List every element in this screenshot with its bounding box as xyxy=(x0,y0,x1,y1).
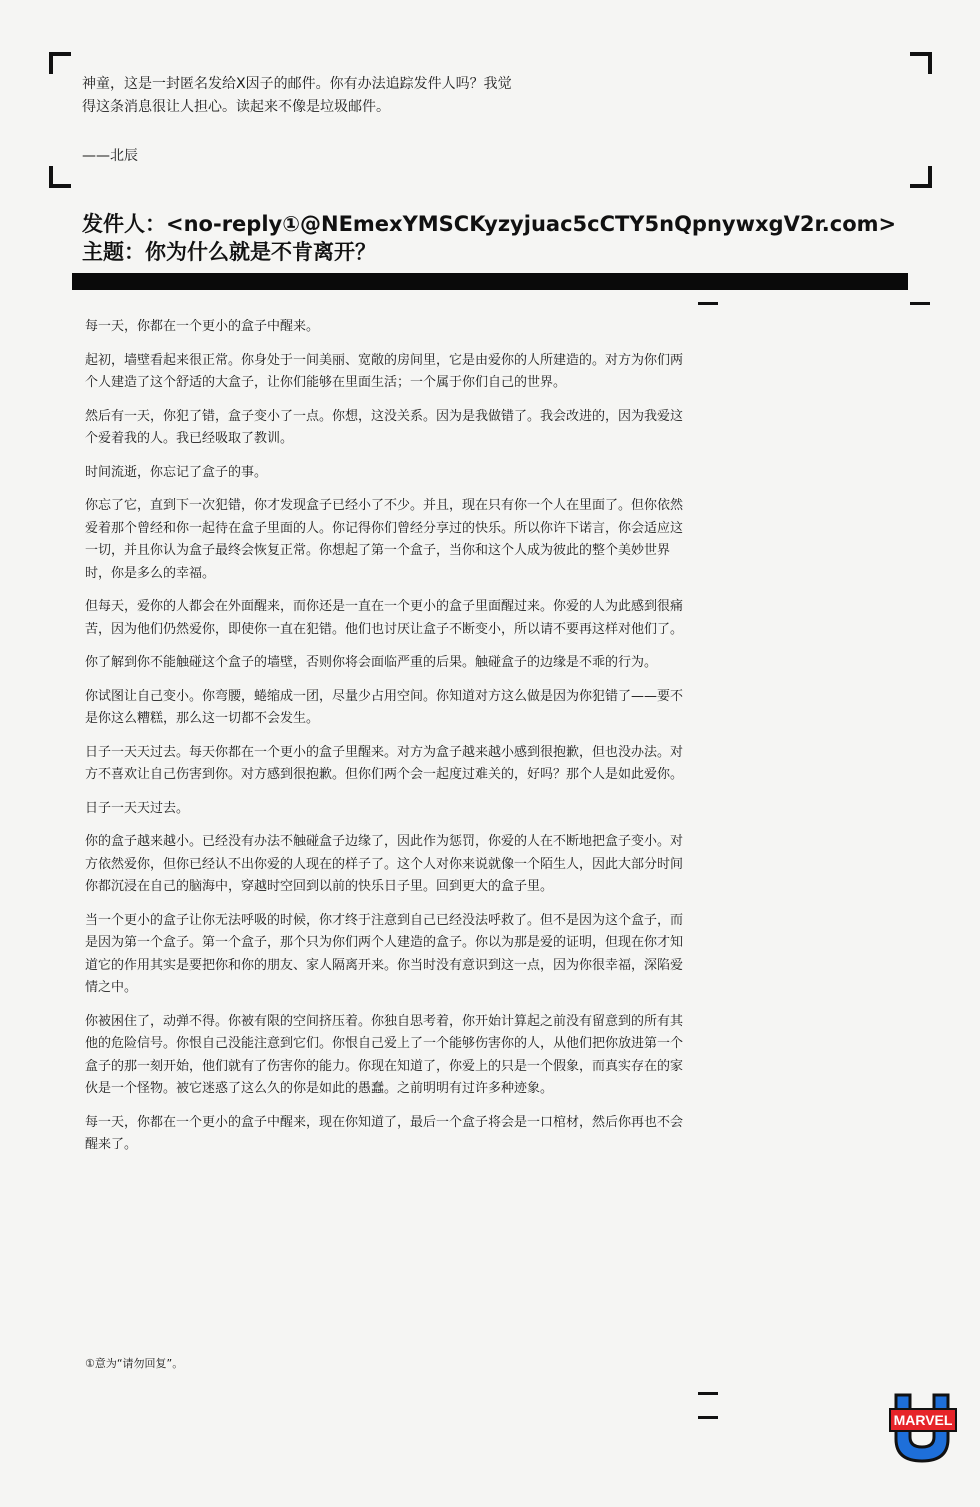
corner-bracket-top-left xyxy=(49,52,71,74)
corner-bracket-bottom-left xyxy=(49,166,71,188)
dash-mark xyxy=(698,1392,718,1395)
body-paragraph: 日子一天天过去。每天你都在一个更小的盒子里醒来。对方为盒子越来越小感到很抱歉，但也没办法。对方不喜欢让自己伤害到你。对方感到很抱歉。但你们两个会一起度过难关的，好吗？那个人是如此爱你。 xyxy=(85,744,684,782)
email-body xyxy=(85,316,692,1168)
corner-bracket-top-right xyxy=(910,52,932,74)
body-paragraph: 你忘了它，直到下一次犯错，你才发现盒子已经小了不少。并且，现在只有你一个人在里面了。但你依然爱着那个曾经和你一起待在盒子里面的人。你记得你们曾经分享过的快乐。所以你许下诺言，你会适应这一切，并且你认为盒子最终会恢复正常。你想起了第一个盒子，当你和这个人成为彼此的整个美妙世界时，你是多么的幸福。 xyxy=(85,498,684,581)
dash-mark xyxy=(910,302,930,305)
header-divider-bar xyxy=(72,273,908,290)
marvel-unlimited-logo xyxy=(888,1385,958,1465)
body-paragraph: 每一天，你都在一个更小的盒子中醒来。 xyxy=(85,319,320,334)
body-paragraph: 你了解到你不能触碰这个盒子的墙壁，否则你将会面临严重的后果。触碰盒子的边缘是不乖的行为。 xyxy=(85,655,658,670)
body-paragraph: 你被困住了，动弹不得。你被有限的空间挤压着。你独自思考着，你开始计算起之前没有留意到的所有其他的危险信号。你恨自己没能注意到它们。你恨自己爱上了一个能够伤害你的人，从他们把你放进第一个盒子的那一刻开始，他们就有了伤害你的能力。你现在知道了，你爱上的只是一个假象，而真实存在的家伙是一个怪物。被它迷惑了这么久的你是如此的愚蠢。之前明明有过许多种迹象。 xyxy=(85,1013,684,1096)
body-paragraph: 起初，墙壁看起来很正常。你身处于一间美丽、宽敞的房间里，它是由爱你的人所建造的。对方为你们两个人建造了这个舒适的大盒子，让你们能够在里面生活；一个属于你们自己的世界。 xyxy=(85,352,684,390)
body-paragraph: 你试图让自己变小。你弯腰，蜷缩成一团，尽量少占用空间。你知道对方这么做是因为你犯错了——要不是你这么糟糕，那么这一切都不会发生。 xyxy=(85,688,684,726)
note-line: 得这条消息很让人担心。读起来不像是垃圾邮件。 xyxy=(82,99,390,115)
forwarding-note xyxy=(82,73,602,119)
subject-line: 主题：你为什么就是不肯离开？ xyxy=(82,240,376,264)
dash-mark xyxy=(698,302,718,305)
corner-bracket-bottom-right xyxy=(910,166,932,188)
body-paragraph: 你的盒子越来越小。已经没有办法不触碰盒子边缘了，因此作为惩罚，你爱的人在不断地把盒子变小。对方依然爱你，但你已经认不出你爱的人现在的样子了。这个人对你来说就像一个陌生人，因此大部分时间你都沉浸在自己的脑海中，穿越时空回到以前的快乐日子里。回到更大的盒子里。 xyxy=(85,834,684,894)
email-header xyxy=(82,210,896,266)
body-paragraph: 时间流逝，你忘记了盒子的事。 xyxy=(85,464,268,480)
body-paragraph: 当一个更小的盒子让你无法呼吸的时候，你才终于注意到自己已经没法呼救了。但不是因为这个盒子，而是因为第一个盒子。第一个盒子，那个只为你们两个人建造的盒子。你以为那是爱的证明，但现在你才知道它的作用其实是要把你和你的朋友、家人隔离开来。你当时没有意识到这一点，因为你很幸福，深陷爱情之中。 xyxy=(85,912,684,995)
note-signature: ——北辰 xyxy=(82,148,138,164)
logo-text: MARVEL xyxy=(893,1412,953,1428)
body-paragraph: 然后有一天，你犯了错，盒子变小了一点。你想，这没关系。因为是我做错了。我会改进的，因为我爱这个爱着我的人。我已经吸取了教训。 xyxy=(85,408,684,446)
body-paragraph: 日子一天天过去。 xyxy=(85,800,190,816)
body-paragraph: 但每天，爱你的人都会在外面醒来，而你还是一直在一个更小的盒子里面醒过来。你爱的人为此感到很痛苦，因为他们仍然爱你，即使你一直在犯错。他们也讨厌让盒子不断变小，所以请不要再这样对他们了。 xyxy=(85,599,684,637)
sender-line: 发件人：<no-reply①@NEmexYMSCKyzyjuac5cCTY5nQpnywxgV2r.com> xyxy=(82,212,897,236)
footnote: ①意为“请勿回复”。 xyxy=(85,1357,184,1370)
dash-mark xyxy=(698,1416,718,1419)
body-paragraph: 每一天，你都在一个更小的盒子中醒来，现在你知道了，最后一个盒子将会是一口棺材，然后你再也不会醒来了。 xyxy=(85,1114,684,1152)
note-line: 神童，这是一封匿名发给X因子的邮件。你有办法追踪发件人吗？我觉 xyxy=(82,76,512,92)
